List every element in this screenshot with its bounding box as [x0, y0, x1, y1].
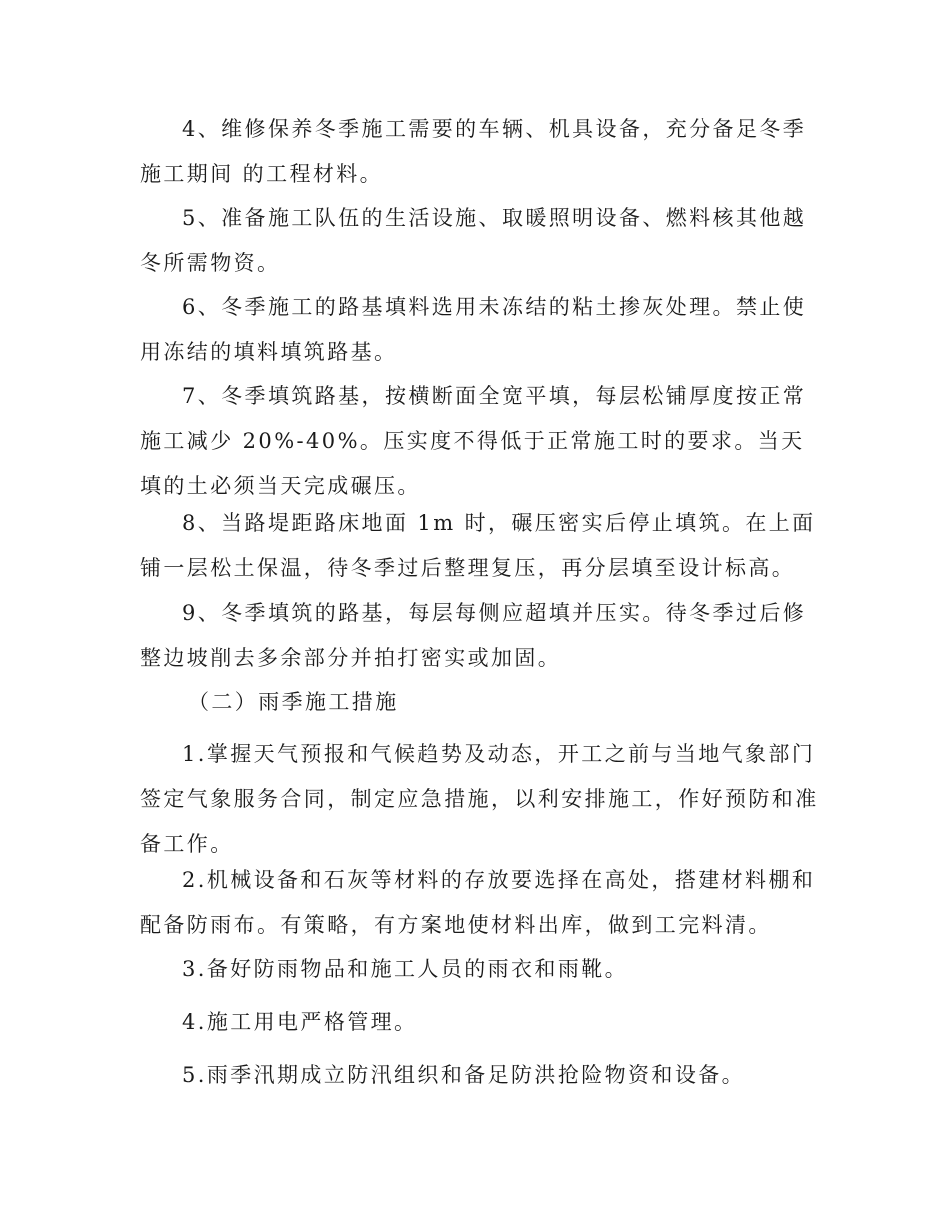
paragraph-rain-3: 3.备好防雨物品和施工人员的雨衣和雨靴。 [182, 957, 629, 981]
paragraph-winter-9: 9、冬季填筑的路基，每层每侧应超填并压实。待冬季过后修整边坡削去多余部分并拍打密实或加固。 [140, 601, 807, 670]
paragraph-winter-5: 5、准备施工队伍的生活设施、取暖照明设备、燃料核其他越冬所需物资。 [140, 206, 807, 275]
paragraph-rain-1: 1.掌握天气预报和气候趋势及动态，开工之前与当地气象部门签定气象服务合同，制定应急措施，以利安排施工，作好预防和准备工作。 [140, 742, 819, 856]
paragraph-rain-4: 4.施工用电严格管理。 [182, 1010, 418, 1034]
section-heading-rain-season: （二）雨季施工措施 [188, 690, 399, 714]
paragraph-rain-2: 2.机械设备和石灰等材料的存放要选择在高处，搭建材料棚和配备防雨布。有策略，有方案地使材料出库，做到工完料清。 [140, 868, 816, 937]
paragraph-winter-8: 8、当路堤距路床地面 1m 时，碾压密实后停止填筑。在上面铺一层松土保温，待冬季过后整理复压，再分层填至设计标高。 [140, 511, 816, 580]
paragraph-winter-4: 4、维修保养冬季施工需要的车辆、机具设备，充分备足冬季施工期间 的工程材料。 [140, 117, 807, 186]
paragraph-rain-5: 5.雨季汛期成立防汛组织和备足防洪抢险物资和设备。 [182, 1063, 746, 1087]
paragraph-winter-7: 7、冬季填筑路基，按横断面全宽平填，每层松铺厚度按正常施工减少 20%-40%。压实度不得低于正常施工时的要求。当天填的土必须当天完成碾压。 [140, 384, 807, 498]
paragraph-winter-6: 6、冬季施工的路基填料选用未冻结的粘土掺灰处理。禁止使用冻结的填料填筑路基。 [140, 295, 807, 364]
